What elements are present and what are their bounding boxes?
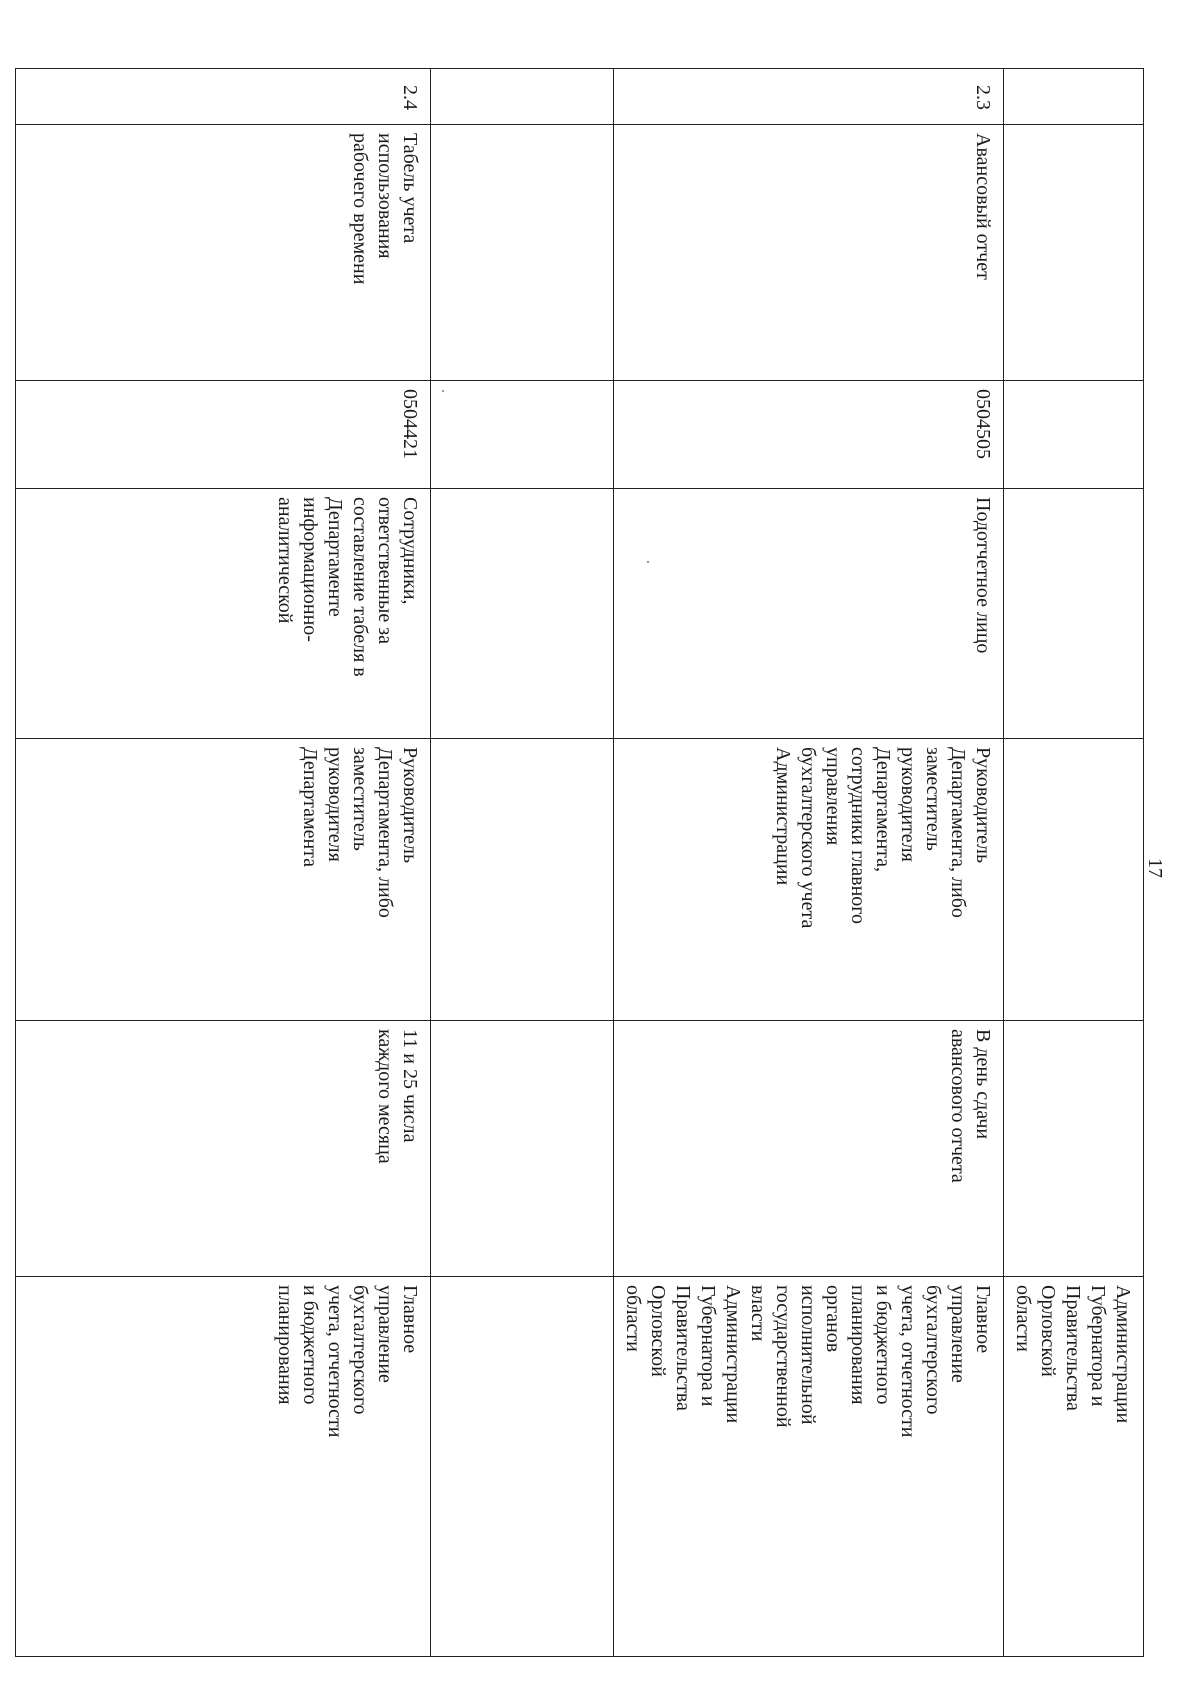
signatory-cell [1004, 739, 1144, 1021]
table-row [16, 69, 431, 1657]
document-name-cell [431, 125, 614, 381]
recipient-cell: Главное управление бухгалтерского учета, отчетности и бюджетного планирования [16, 1277, 431, 1657]
row-number-cell [431, 69, 614, 125]
form-code-cell: 0504421 [16, 381, 431, 489]
scan-speck [647, 561, 649, 563]
form-code-cell [1004, 381, 1144, 489]
document-name-cell: Табель учета использования рабочего времени [16, 125, 431, 381]
table-row [1004, 69, 1144, 1657]
responsible-cell: Подотчетное лицо [614, 489, 1004, 739]
deadline-cell: 11 и 25 числа каждого месяца [16, 1021, 431, 1277]
document-name-cell [1004, 125, 1144, 381]
table-row [431, 69, 614, 1657]
signatory-cell: Руководитель Департамента, либо заместитель руководителя Департамента [16, 739, 431, 1021]
deadline-cell [431, 1021, 614, 1277]
signatory-cell [431, 739, 614, 1021]
form-code-cell: 0504505 [614, 381, 1004, 489]
table-row [614, 69, 1004, 1657]
row-number-cell: 2.4 [16, 69, 431, 125]
recipient-cell: Главное управление бухгалтерского учета, отчетности и бюджетного планирования органов исполнительной государственной власти Администрации Губернатора и Правительства Орловской области [614, 1277, 1004, 1657]
document-table [15, 68, 1144, 1657]
recipient-cell [431, 1277, 614, 1657]
document-name-cell: Авансовый отчет [614, 125, 1004, 381]
responsible-cell: Сотрудники, ответственные за составление табеля в Департаменте информационно- аналитической [16, 489, 431, 739]
signatory-cell: Руководитель Департамента, либо заместитель руководителя Департамента, сотрудники главного управления бухгалтерского учета Администрации [614, 739, 1004, 1021]
row-number-cell [1004, 69, 1144, 125]
responsible-cell [1004, 489, 1144, 739]
deadline-cell [1004, 1021, 1144, 1277]
document-page [96, 68, 1166, 1656]
page-number: 17 [1144, 858, 1166, 878]
responsible-cell [431, 489, 614, 739]
form-code-cell [431, 381, 614, 489]
row-number-cell: 2.3 [614, 69, 1004, 125]
recipient-cell: Администрации Губернатора и Правительства Орловской области [1004, 1277, 1144, 1657]
scan-speck [442, 390, 444, 392]
deadline-cell: В день сдачи авансового отчета [614, 1021, 1004, 1277]
